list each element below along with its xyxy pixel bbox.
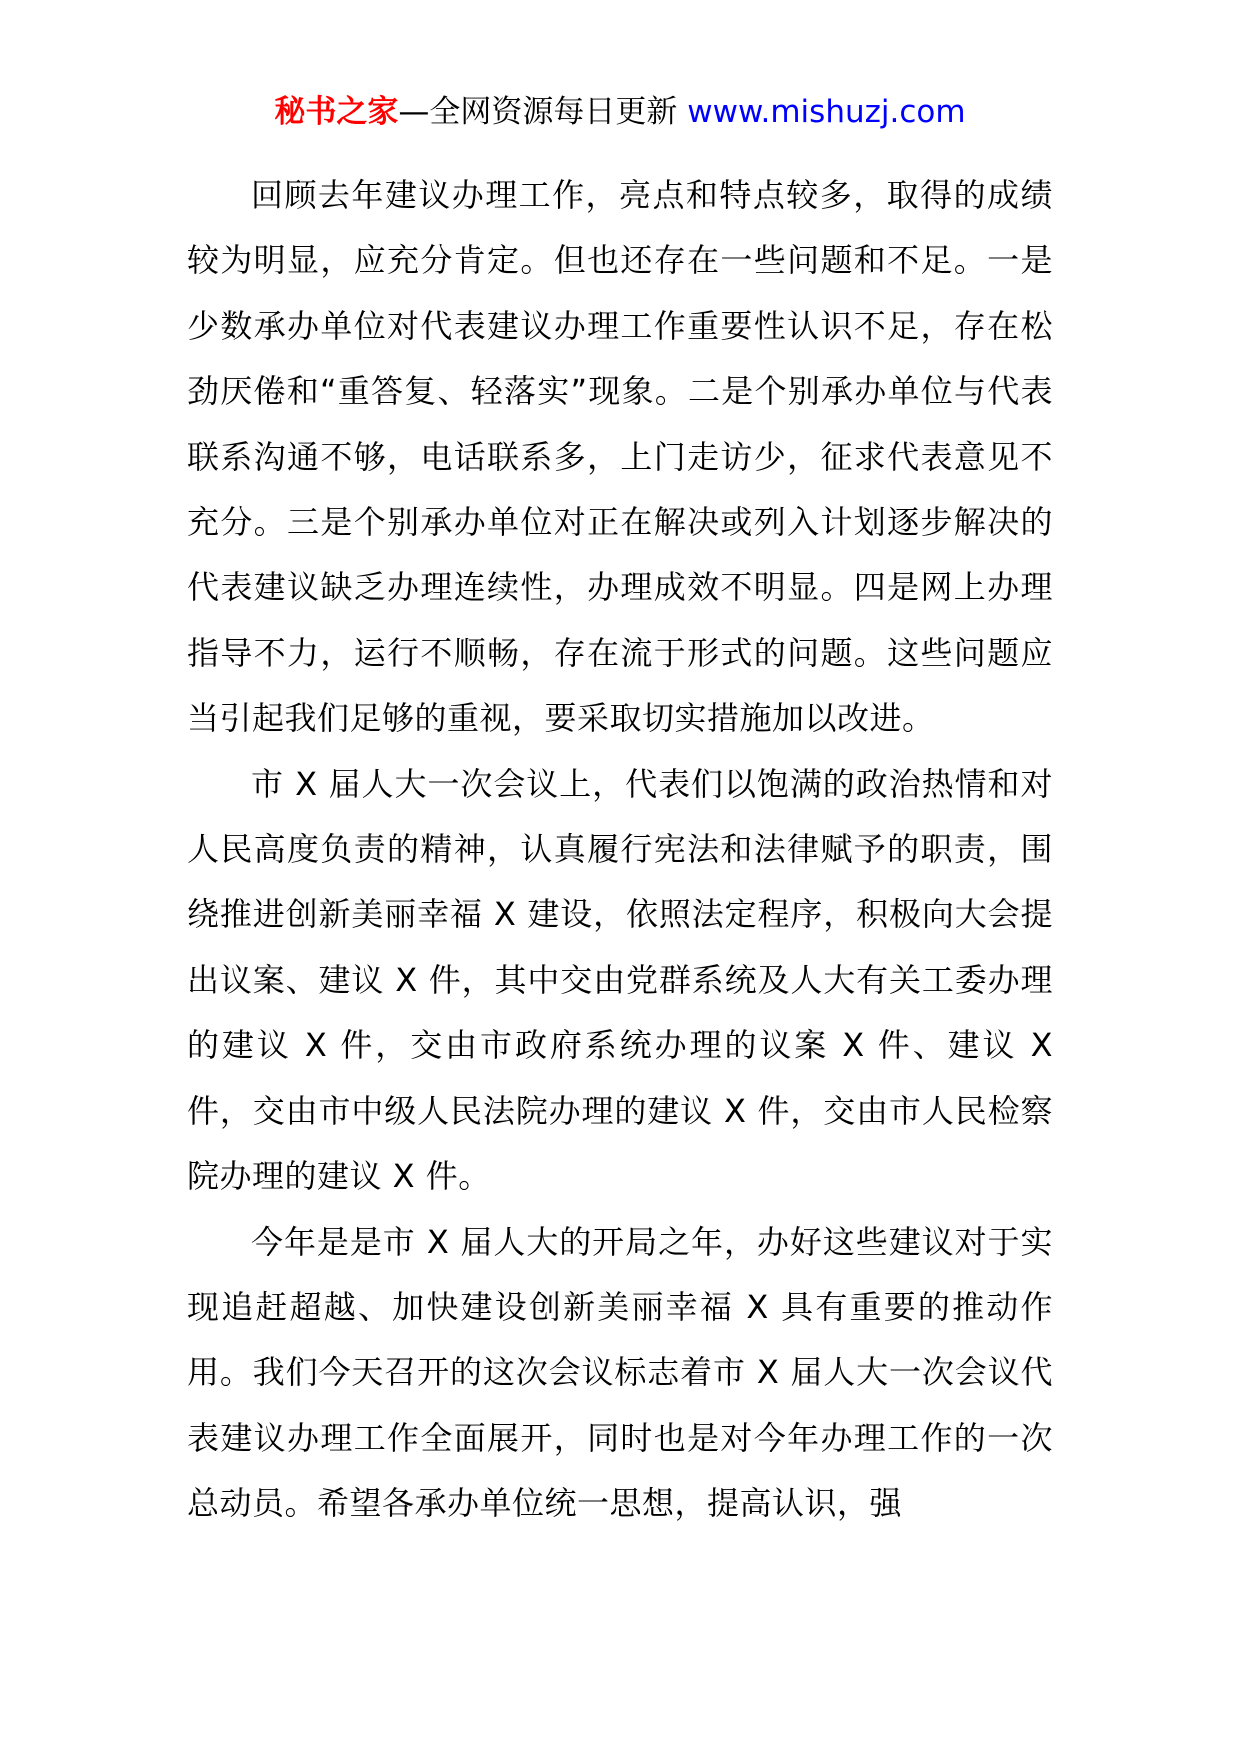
site-url-link[interactable]: www.mishuzj.com xyxy=(687,94,966,130)
header-slogan: —全网资源每日更新 xyxy=(398,94,678,130)
paragraph-proposals: 市 X 届人大一次会议上，代表们以饱满的政治热情和对人民高度负责的精神，认真履行宪法和法律赋予的职责，围绕推进创新美丽幸福 X 建设，依照法定程序，积极向大会提出议案、建议 X 件，其中交由党群系统及人大有关工委办理的建议 X 件，交由市政府系统办理的议案 X 件、建议 X 件，交由市中级人民法院办理的建议 X 件，交由市人民检察院办理的建议 X 件。 xyxy=(187,764,1053,1196)
brand-name: 秘书之家 xyxy=(274,94,399,130)
site-header xyxy=(0,92,1240,132)
document-body xyxy=(187,163,1053,1537)
paragraph-issues: 回顾去年建议办理工作，亮点和特点较多，取得的成绩较为明显，应充分肯定。但也还存在一些问题和不足。一是少数承办单位对代表建议办理工作重要性认识不足，存在松劲厌倦和“重答复、轻落实”现象。二是个别承办单位与代表联系沟通不够，电话联系多，上门走访少，征求代表意见不充分。三是个别承办单位对正在解决或列入计划逐步解决的代表建议缺乏办理连续性，办理成效不明显。四是网上办理指导不力，运行不顺畅，存在流于形式的问题。这些问题应当引起我们足够的重视，要采取切实措施加以改进。 xyxy=(187,176,1053,738)
paragraph-this-year: 今年是是市 X 届人大的开局之年，办好这些建议对于实现追赶超越、加快建设创新美丽幸福 X 具有重要的推动作用。我们今天召开的这次会议标志着市 X 届人大一次会议代表建议办理工作全面展开，同时也是对今年办理工作的一次总动员。希望各承办单位统一思想，提高认识，强 xyxy=(187,1222,1053,1523)
